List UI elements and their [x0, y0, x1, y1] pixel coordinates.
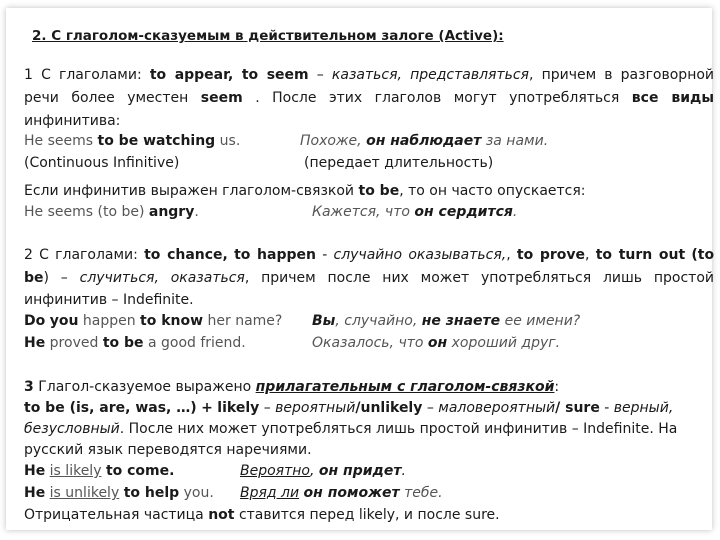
- page-title: 2. С глаголом-сказуемым в действительном залоге (Active):: [32, 28, 504, 44]
- s3-last-line: Отрицательная частица not ставится перед likely, и после sure.: [24, 507, 500, 523]
- s1-example-1-ru: Похоже, он наблюдает за нами.: [300, 133, 549, 149]
- s3-line-1: 3 Глагол-сказуемое выражено прилагательным с глаголом-связкой:: [24, 379, 560, 395]
- s1-line-6: Если инфинитив выражен глаголом-связкой to be, то он часто опускается:: [24, 183, 586, 199]
- s2-example-2-ru: Оказалось, что он хороший друг.: [312, 335, 561, 351]
- s1-note-en: (Continuous Infinitive): [24, 155, 180, 171]
- s1-example-1-en: He seems to be watching us.: [24, 133, 241, 149]
- s2-example-1-ru: Вы, случайно, не знаете ее имени?: [312, 313, 581, 329]
- s3-example-2-en: He is unlikely to help you.: [24, 485, 214, 501]
- s3-example-1-en: He is likely to come.: [24, 463, 175, 479]
- s3-line-3: безусловный. После них может употребляться лишь простой инфинитив – Indefinite. На: [24, 421, 678, 437]
- s3-line-2: to be (is, are, was, …) + likely – вероятный/unlikely – маловероятный/ sure - верный,: [24, 400, 674, 416]
- s1-example-2-en: He seems (to be) angry.: [24, 204, 199, 220]
- s1-line-2: речи более уместен seem . После этих глаголов могут употребляться все виды: [24, 90, 714, 106]
- s2-example-1-en: Do you happen to know her name?: [24, 313, 283, 329]
- s3-example-2-ru: Вряд ли он поможет тебе.: [240, 485, 443, 501]
- s1-line-3: инфинитива:: [24, 113, 121, 129]
- s2-line-1: 2 С глаголами: to chance, to happen - случайно оказываться,, to prove, to turn out (to: [24, 247, 715, 263]
- s2-number: 2: [24, 247, 33, 263]
- s1-example-2-ru: Кажется, что он сердится.: [312, 204, 518, 220]
- s1-number: 1: [24, 67, 33, 83]
- s1-line-1: 1 С глаголами: to appear, to seem – казаться, представляться, причем в разговорной: [24, 67, 715, 83]
- s3-example-1-ru: Вероятно, он придет.: [240, 463, 406, 479]
- s3-number: 3: [24, 379, 34, 395]
- s2-line-3: инфинитив – Indefinite.: [24, 292, 194, 308]
- s2-example-2-en: He proved to be a good friend.: [24, 335, 246, 351]
- s1-note-ru: (передает длительность): [304, 155, 494, 171]
- s3-line-4: русский язык переводятся наречиями.: [24, 442, 312, 458]
- s2-line-2: be) – случиться, оказаться, причем после них может употребляться лишь простой: [24, 270, 714, 286]
